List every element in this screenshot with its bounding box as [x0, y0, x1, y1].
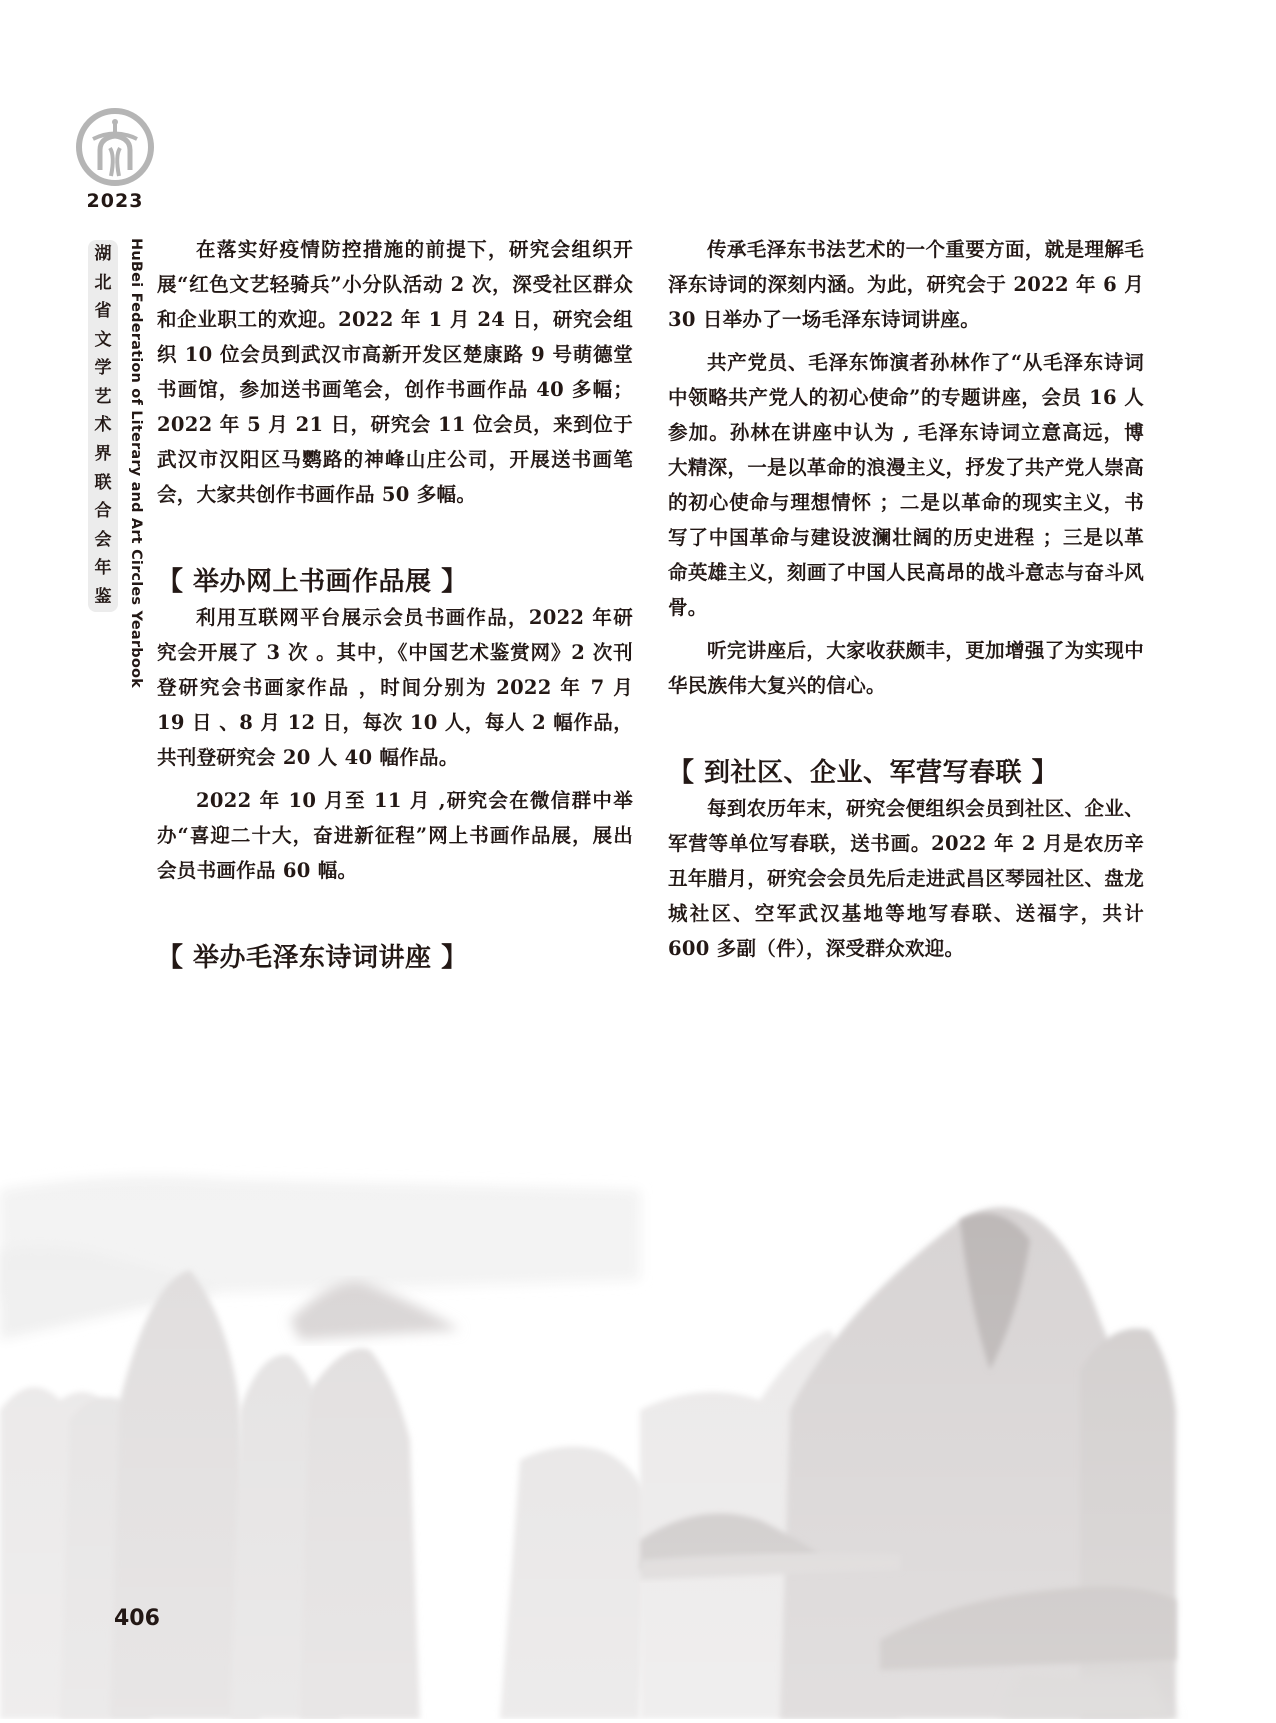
sidebar-title-cn	[88, 240, 118, 612]
lecture-paragraph-2: 共产党员、毛泽东饰演者孙林作了“从毛泽东诗词中领略共产党人的初心使命”的专题讲座，会员 16 人参加。孙林在讲座中认为 , 毛泽东诗词立意高远，博大精深，一是以革命的浪漫主义，抒发了共产党人崇高的初心使命与理想情怀 ；二是以革命的现实主义，书写了中国革命与建设波澜壮阔的历史进程 ；三是以革命英雄主义，刻画了中国人民高昂的战斗意志与奋斗风骨。	[668, 351, 1144, 619]
sidebar-char: 会	[94, 529, 112, 550]
online-exhibition-paragraph-1: 利用互联网平台展示会员书画作品，2022 年研究会开展了 3 次 。其中，《中国艺术鉴赏网》2 次刊登研究会书画家作品 ，时间分别为 2022 年 7 月 19 日 、8 月 12 日，每次 10 人，每人 2 幅作品，共刊登研究会 20 人 40 幅作品。	[157, 606, 633, 769]
yearbook-year: 2023	[86, 190, 144, 212]
sidebar-char: 文	[94, 329, 112, 350]
intro-paragraph: 在落实好疫情防控措施的前提下，研究会组织开展“红色文艺轻骑兵”小分队活动 2 次，深受社区群众和企业职工的欢迎。2022 年 1 月 24 日，研究会组织 10 位会员到武汉市高新开发区楚康路 9 号萌德堂书画馆，参加送书画笔会，创作书画作品 40 多幅；2022 年 5 月 21 日，研究会 11 位会员，来到位于武汉市汉阳区马鹦路的神峰山庄公司，开展送书画笔会，大家共创作书画作品 50 多幅。	[157, 238, 633, 506]
left-column	[157, 232, 633, 976]
ink-wash-landscape-illustration	[0, 1080, 1276, 1719]
lecture-paragraph-3: 听完讲座后，大家收获颇丰，更加增强了为实现中华民族伟大复兴的信心。	[668, 639, 1144, 697]
sidebar-char: 术	[94, 415, 112, 436]
sidebar-char: 合	[94, 501, 112, 522]
page-number: 406	[114, 1606, 160, 1631]
sidebar-char: 联	[94, 472, 112, 493]
online-exhibition-paragraph-2: 2022 年 10 月至 11 月 ,研究会在微信群中举办“喜迎二十大，奋进新征程”网上书画作品展，展出会员书画作品 60 幅。	[157, 789, 633, 882]
sidebar-char: 艺	[94, 386, 112, 407]
sidebar-char: 省	[94, 301, 112, 322]
sidebar-char: 年	[94, 558, 112, 579]
section-heading-lecture: 【 举办毛泽东诗词讲座 】	[157, 943, 468, 973]
sidebar-char: 北	[94, 272, 112, 293]
sidebar-char: 学	[94, 358, 112, 379]
couplets-paragraph: 每到农历年末，研究会便组织会员到社区、企业、军营等单位写春联，送书画。2022 年 2 月是农历辛丑年腊月，研究会会员先后走进武昌区琴园社区、盘龙城社区、空军武汉基地等地写春联、送福字，共计 600 多副（件），深受群众欢迎。	[668, 797, 1144, 960]
sidebar-char: 湖	[94, 244, 112, 264]
sidebar-char: 界	[94, 444, 112, 465]
federation-emblem-icon	[74, 106, 156, 188]
sidebar-title-en: HuBei Federation of Literary and Art Circles Yearbook	[128, 238, 144, 688]
lecture-paragraph-1: 传承毛泽东书法艺术的一个重要方面，就是理解毛泽东诗词的深刻内涵。为此，研究会于 2022 年 6 月 30 日举办了一场毛泽东诗词讲座。	[668, 238, 1144, 331]
section-heading-online-exhibition: 【 举办网上书画作品展 】	[157, 567, 468, 597]
sidebar-char: 鉴	[94, 586, 112, 607]
section-heading-couplets: 【 到社区、企业、军营写春联 】	[668, 758, 1059, 788]
right-column	[668, 232, 1144, 966]
